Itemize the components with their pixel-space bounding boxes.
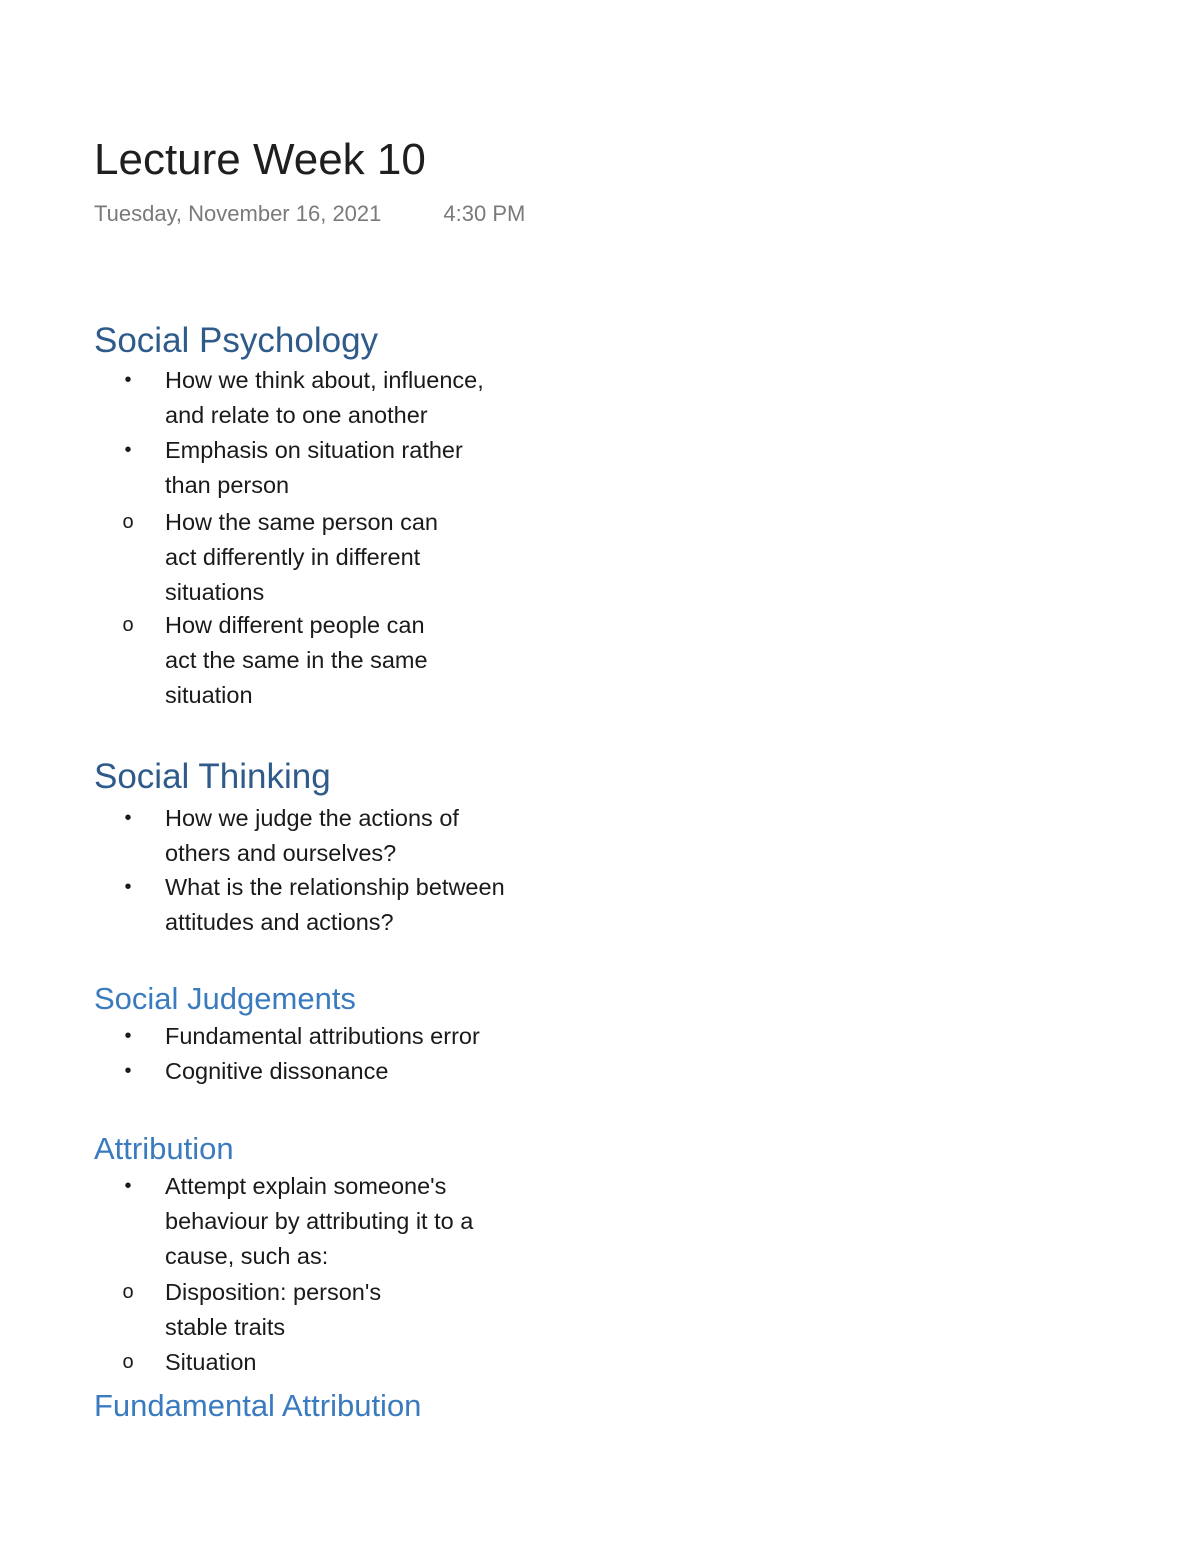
sub-list-item [94,608,445,713]
sub-list-item-text: Situation [165,1349,257,1375]
page-title: Lecture Week 10 [94,135,426,184]
section-attribution [94,1129,554,1380]
circle-bullet-icon: o [122,511,134,533]
list-item [94,1054,515,1089]
bullet-icon: • [124,807,132,829]
list-item-text: Attempt explain someone's behaviour by attributing it to a cause, such as: [165,1173,474,1269]
list-item-text: What is the relationship between attitudes and actions? [165,874,505,935]
list-item [94,433,515,503]
sub-list-item-text: How different people can act the same in the same situation [165,612,428,708]
circle-bullet-icon: o [122,614,134,636]
section-heading: Social Psychology [94,321,379,360]
list-item [94,1019,515,1054]
section-social-thinking [94,755,554,940]
circle-bullet-icon: o [122,1281,134,1303]
list-item [94,801,515,871]
sub-bullet-list [122,505,515,713]
bullet-list [94,363,554,503]
bullet-list [94,801,554,940]
sub-list-item [94,1275,445,1345]
section-social-psychology [94,319,554,713]
list-item-text: Emphasis on situation rather than person [165,437,463,498]
sub-list-item-text: Disposition: person's stable traits [165,1279,382,1340]
page-meta [94,199,525,229]
sub-list-item [94,505,445,610]
sub-list-item [94,1345,445,1380]
page-time: 4:30 PM [443,201,526,226]
bullet-list [94,1169,554,1274]
list-item [94,363,515,433]
list-item-text: How we judge the actions of others and ourselves? [165,805,459,866]
bullet-icon: • [124,1175,132,1197]
section-heading: Social Judgements [94,981,356,1016]
section-heading: Fundamental Attribution [94,1388,422,1423]
section-heading: Social Thinking [94,757,331,796]
section-heading: Attribution [94,1131,234,1166]
bullet-icon: • [124,876,132,898]
bullet-list [94,1019,554,1089]
bullet-icon: • [124,1025,132,1047]
list-item-text: Fundamental attributions error [165,1023,480,1049]
sub-list-item-text: How the same person can act differently in different situations [165,509,439,605]
circle-bullet-icon: o [122,1351,134,1373]
bullet-icon: • [124,439,132,461]
list-item-text: Cognitive dissonance [165,1058,389,1084]
page-date: Tuesday, November 16, 2021 [94,201,382,226]
sub-bullet-list [122,1275,515,1380]
list-item-text: How we think about, influence, and relate to one another [165,367,484,428]
bullet-icon: • [124,1060,132,1082]
list-item [94,870,515,940]
section-fundamental-attribution [94,1386,554,1426]
bullet-icon: • [124,369,132,391]
list-item [94,1169,515,1274]
section-social-judgements [94,979,554,1089]
